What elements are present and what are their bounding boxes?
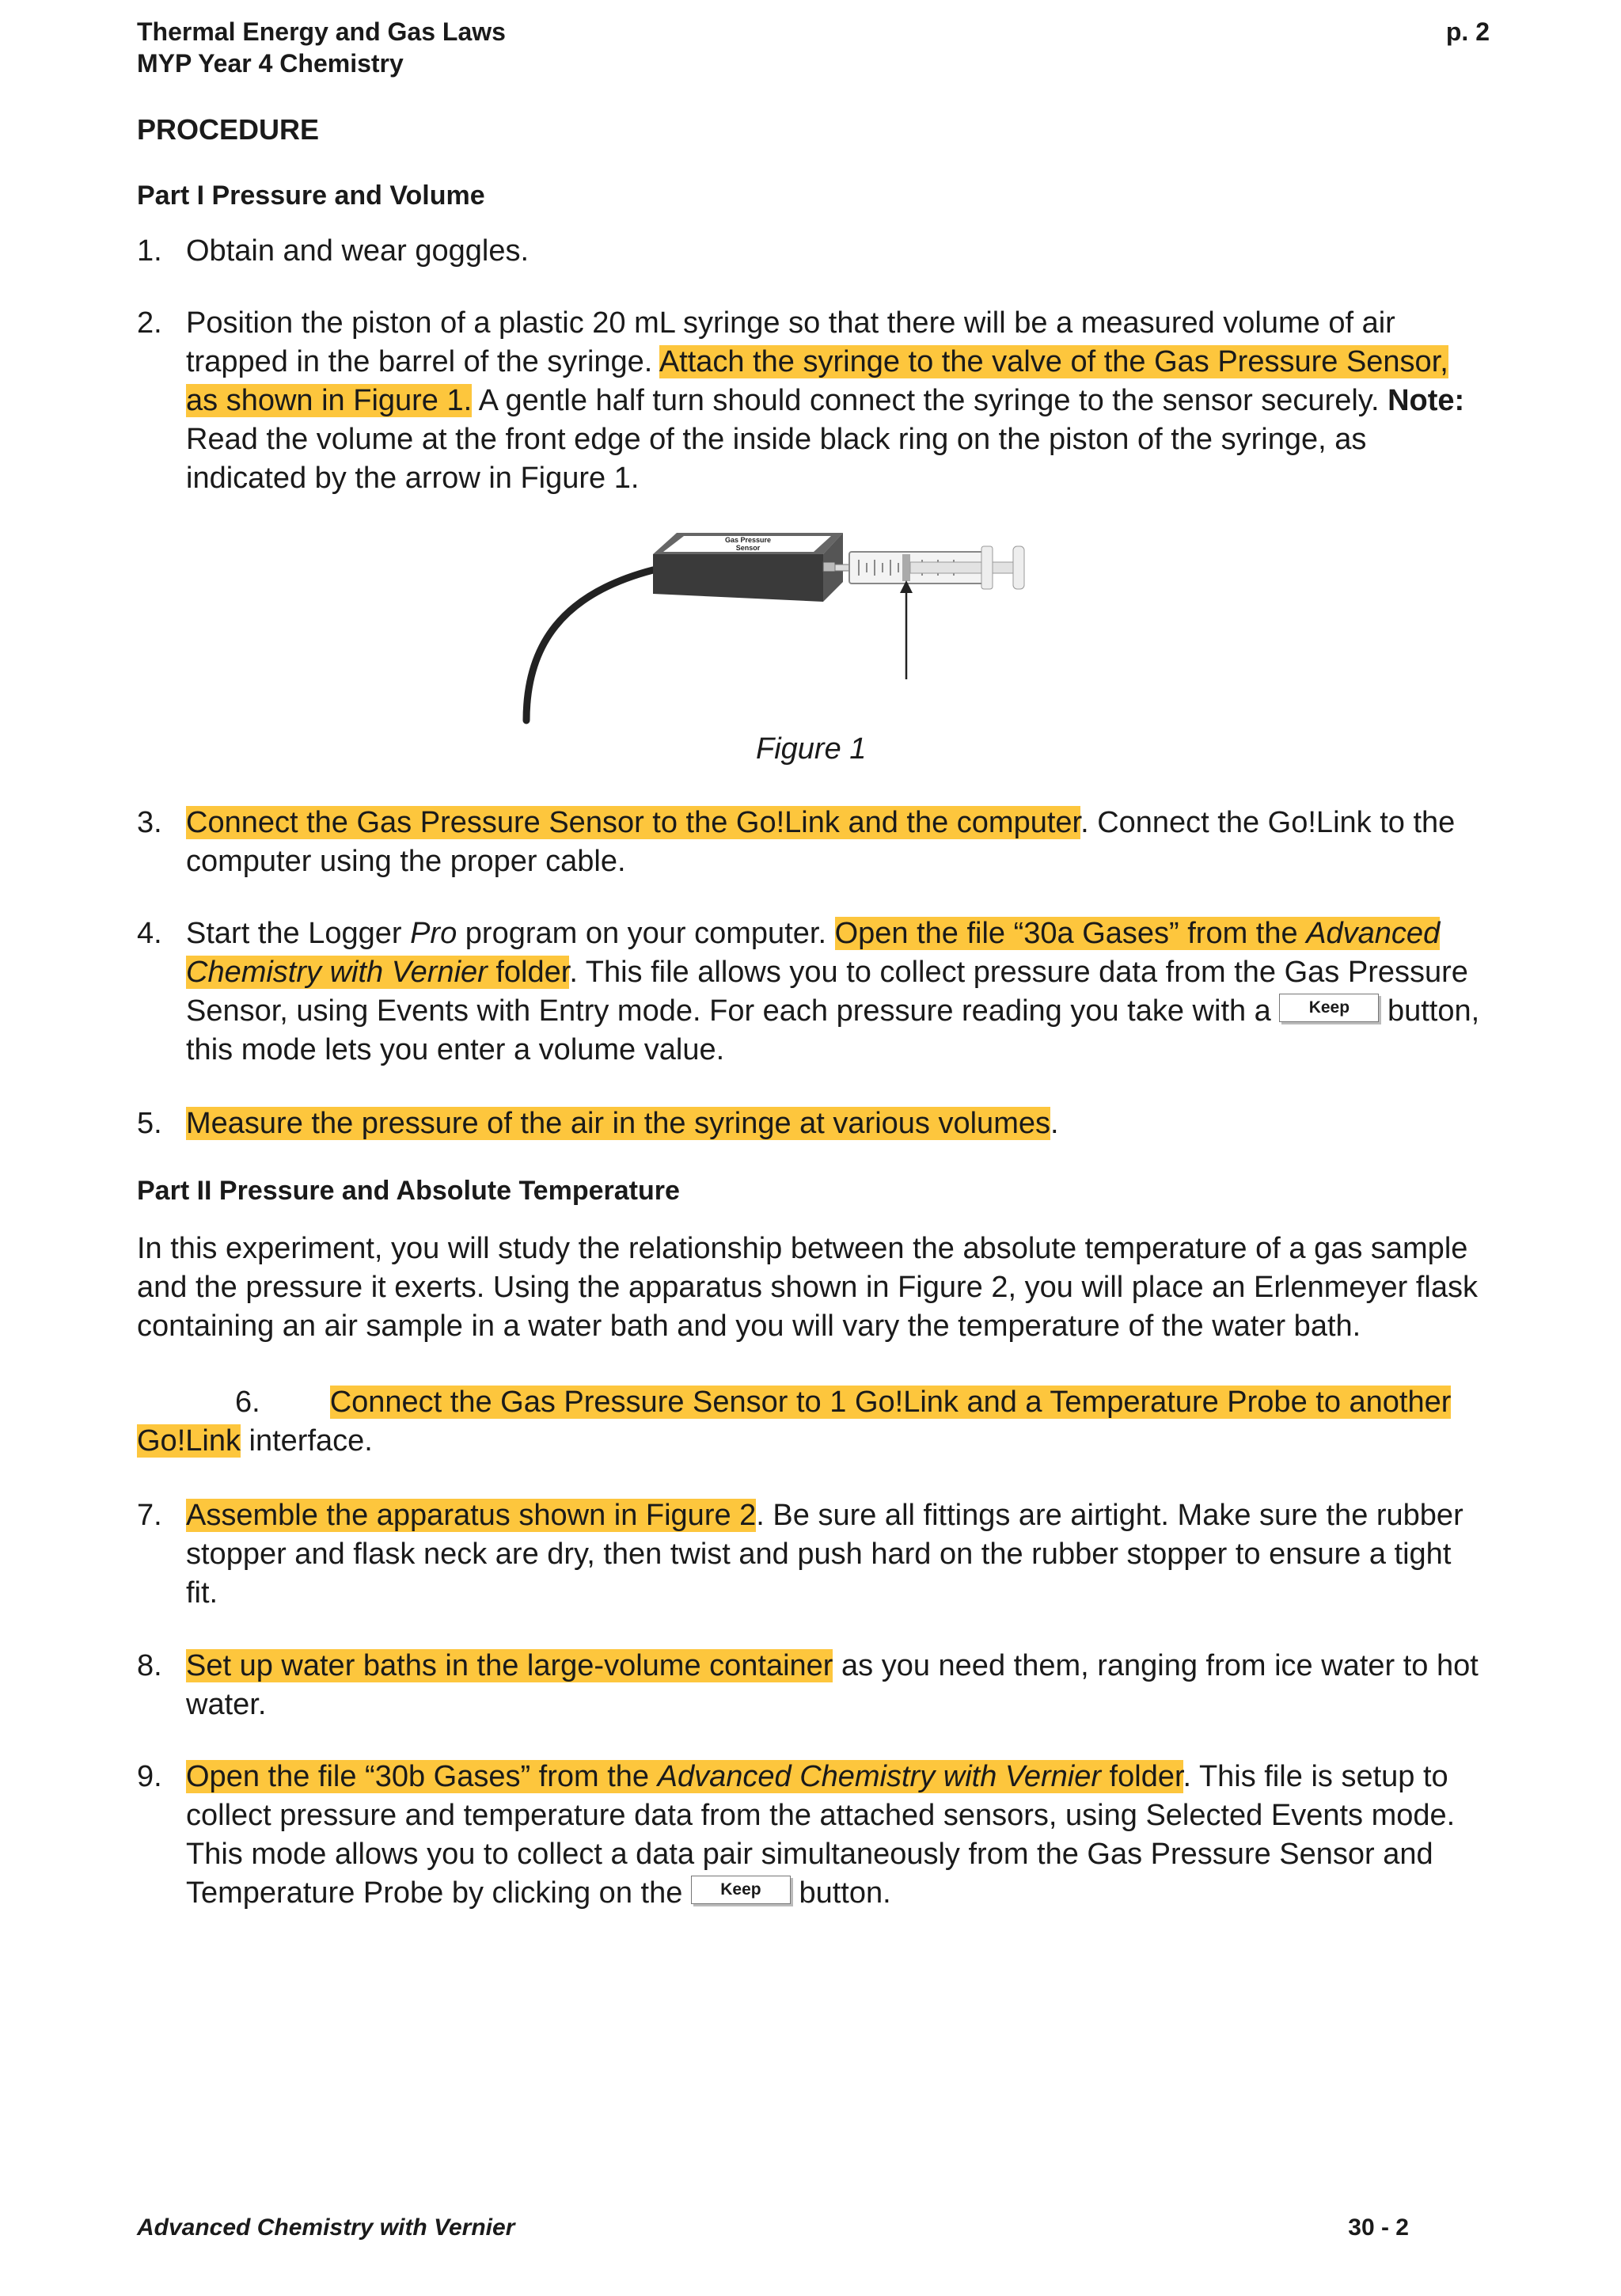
step-text-part: A gentle half turn should connect the syringe to the sensor securely. <box>472 384 1388 417</box>
step-text <box>186 1647 1484 1724</box>
step-text-part: Start the Logger <box>186 917 411 950</box>
step-text-part: . This file allows you to collect pressure data from the Gas Pressure Sensor, using Events with Entry mode. For each pressure reading you take with a <box>186 956 1468 1028</box>
step-text: Obtain and wear goggles. <box>186 234 530 268</box>
doc-title <box>137 16 506 79</box>
highlight: Assemble the apparatus shown in Figure 2 <box>186 1499 757 1532</box>
footer-page-number: 30 - 2 <box>1348 2214 1409 2241</box>
highlight-part: Open the file “30b Gases” from the <box>186 1760 658 1793</box>
step-number: 2. <box>137 306 162 340</box>
figure-1-caption: Figure 1 <box>756 732 867 766</box>
step-text-part: . This file is setup to collect pressure and temperature data from the attached sensors, using Selected Events mode. This mode allows you to collect a data pair simultaneously from the Gas Pressure Sensor and Temperature Probe by clicking on the <box>186 1760 1456 1910</box>
figure-1-illustration <box>507 519 1108 732</box>
plunger-ring <box>902 554 910 581</box>
step-text-part: . <box>1050 1107 1059 1140</box>
step-text <box>186 914 1484 1070</box>
step-number: 1. <box>137 234 162 268</box>
part2-intro: In this experiment, you will study the relationship between the absolute temperature of a gas sample and the pressure it exerts. Using the apparatus shown in Figure 2, you will place an Erlenmeyer flask containing an air sample in a water bath and you will vary the temperature of the water bath. <box>137 1232 1478 1343</box>
step-6 <box>137 1383 1490 1461</box>
step-number: 7. <box>137 1499 162 1532</box>
part2-heading: Part II Pressure and Absolute Temperature <box>137 1176 680 1206</box>
plunger-thumb <box>1013 546 1024 589</box>
step-text-part: program on your computer. <box>457 917 835 950</box>
step-text-part: . Be sure all fittings are airtight. Make sure the rubber stopper and flask neck are dry, then twist and push hard on the rubber stopper to ensure a tight fit. <box>186 1499 1463 1610</box>
step-text <box>186 804 1484 881</box>
sensor-label-line1: Gas Pressure <box>724 536 772 544</box>
highlight-part: folder <box>1101 1760 1183 1793</box>
highlight-part: folder <box>487 956 570 989</box>
highlight: Measure the pressure of the air in the syringe at various volumes <box>186 1107 1050 1140</box>
step-text-part: as you need them, ranging from ice water to hot water. <box>186 1649 1479 1721</box>
step-text-part: Position the piston of a plastic 20 mL syringe so that there will be a measured volume of air trapped in the barrel of the syringe. <box>186 306 1395 378</box>
step-number: 8. <box>137 1649 162 1682</box>
sensor-valve <box>823 562 835 572</box>
sensor-front <box>653 554 823 602</box>
step-text <box>186 304 1484 498</box>
step-text-part: Read the volume at the front edge of the inside black ring on the piston of the syringe, as indicated by the arrow in Figure 1. <box>186 423 1367 495</box>
sensor-cable <box>526 570 653 720</box>
highlight: Connect the Gas Pressure Sensor to 1 Go!Link and a Temperature Probe to another <box>329 1386 1452 1419</box>
plunger-rod <box>910 562 1013 573</box>
step-text-part: button. <box>790 1876 891 1910</box>
barrel-flange <box>981 546 993 589</box>
highlight: Connect the Gas Pressure Sensor to the Go!Link and the computer <box>186 806 1081 839</box>
step-text-part: . Connect the Go!Link to the computer using the proper cable. <box>186 806 1456 878</box>
keep-button[interactable]: Keep <box>1279 994 1379 1022</box>
step-text-part: interface. <box>240 1424 373 1458</box>
step-text-part: button, this mode lets you enter a volume value. <box>186 994 1480 1066</box>
step-text <box>186 1496 1484 1613</box>
highlight-italic: Advanced Chemistry with Vernier <box>186 917 1441 989</box>
page-label: p. 2 <box>1445 17 1490 46</box>
doc-title-line1: Thermal Energy and Gas Laws <box>137 17 506 46</box>
procedure-heading: PROCEDURE <box>137 113 320 146</box>
sensor-label-line2: Sensor <box>735 544 761 552</box>
highlight: Set up water baths in the large-volume container <box>186 1649 833 1682</box>
keep-button[interactable]: Keep <box>691 1876 791 1904</box>
step-number: 3. <box>137 806 162 839</box>
step-text <box>186 1758 1484 1913</box>
part1-heading: Part I Pressure and Volume <box>137 181 485 211</box>
step-number: 4. <box>137 917 162 950</box>
syringe-tip <box>835 564 849 571</box>
step-number: 5. <box>137 1107 162 1140</box>
highlight: Go!Link <box>137 1424 241 1458</box>
step-text-italic: Pro <box>410 917 457 950</box>
step-number: 9. <box>137 1760 162 1793</box>
step-number: 6. <box>235 1386 260 1419</box>
note-label: Note: <box>1388 384 1465 417</box>
highlight-italic: Advanced Chemistry with Vernier <box>657 1760 1101 1793</box>
footer-title: Advanced Chemistry with Vernier <box>137 2214 515 2241</box>
highlight-part: Open the file “30a Gases” from the <box>834 917 1307 950</box>
highlight: Attach the syringe to the valve of the Gas Pressure Sensor, as shown in Figure 1. <box>186 345 1448 417</box>
doc-title-line2: MYP Year 4 Chemistry <box>137 49 404 78</box>
step-text <box>186 1104 1484 1143</box>
highlight <box>186 1760 1183 1793</box>
